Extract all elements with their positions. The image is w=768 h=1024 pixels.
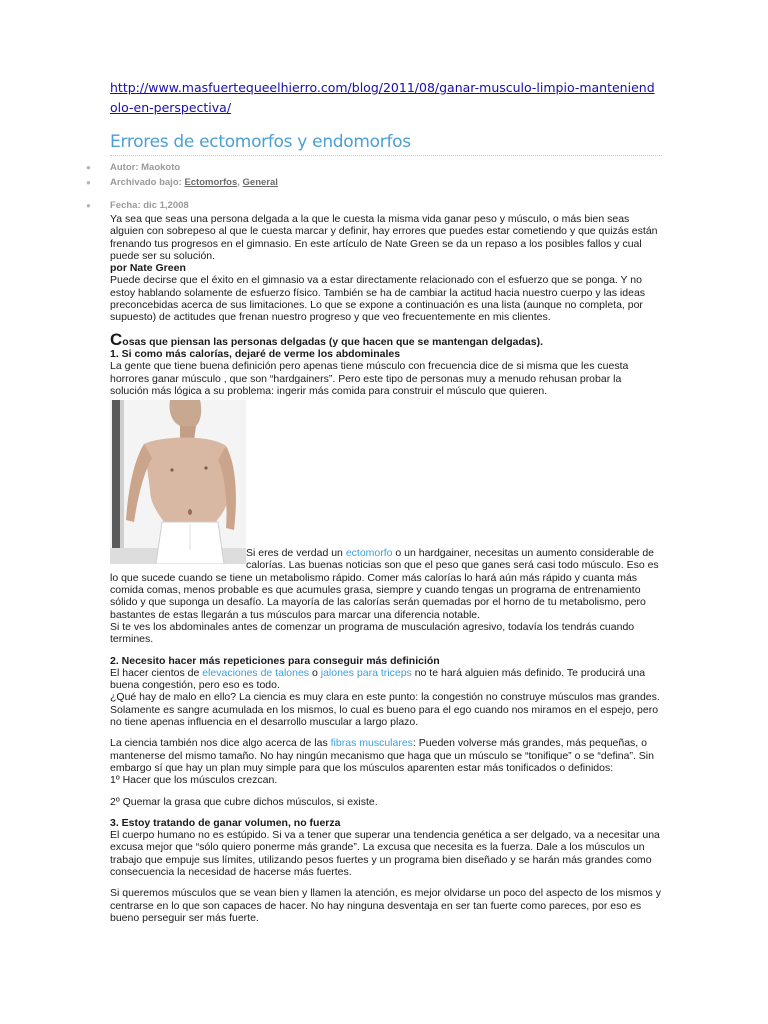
byline: por Nate Green: [110, 262, 186, 275]
section-2-paragraph-3: [110, 737, 662, 774]
s2-text-b: no te hará alguien más definido. Te producirá una buena congestión, pero eso es todo.: [110, 666, 646, 692]
p2-text-b: o un hardgainer, necesitas un aumento considerable de calorías. Las buenas noticias son que el peso que ganes será casi todo músculo. Eso es lo que sucede cuando se tiene un metabolismo rápido. Comer más calorías lo hará aún más rápido y cuanta más comida comas, menos probable es que acumules grasa, siempre y cuando tengas un programa de entrenamiento sólido y que suponga un desafío. La mayoría de las calorías serán quemadas por el horno de tu metabolismo, pero bastantes de estas llegarán a tus músculos para marcar una diferencia notable.: [110, 547, 659, 621]
intro-paragraph: Ya sea que seas una persona delgada a la que le cuesta la misma vida ganar peso y músculo, o más bien seas alguien con sobrepeso al que le cuesta marcar y definir, hay errores que puedes estar cometiendo y que quizás están frenando tus progresos en el gimnasio. En este artículo de Nate Green se da un repaso a los posibles fallos y cual puede ser su solución.: [110, 213, 658, 262]
opening-paragraph: Puede decirse que el éxito en el gimnasio va a estar directamente relacionado con el esfuerzo que se ponga. Y no estoy hablando solamente de esfuerzo físico. También se ha de cambiar la actitud hacia nuestro cuerpo y las ideas preconcebidas acerca de sus limitaciones. Lo que se expone a continuación es una lista (aunque no completa, por supuesto) de actitudes que frenan nuestro progreso y que veo frecuentemente en mis clientes.: [110, 274, 646, 324]
author-text: Autor: Maokoto: [110, 162, 181, 173]
headline-text: osas que piensan las personas delgadas (y que hacen que se mantengan delgadas).: [122, 335, 543, 348]
source-url-link[interactable]: http://www.masfuertequeelhierro.com/blog/2011/08/ganar-musculo-limpio-manteniendolo-en-perspectiva/: [110, 80, 655, 115]
link-elevaciones-de-talones[interactable]: elevaciones de talones: [202, 666, 310, 679]
meta-date: [86, 198, 662, 213]
section-3-paragraph-2: Si queremos músculos que se vean bien y llamen la atención, es mejor olvidarse un poco del aspecto de los mismos y centrarse en lo que son capaces de hacer. No hay ninguna desventaja en ser tan fuerte como pareces, por eso es bueno perseguir ser más fuerte.: [110, 887, 661, 924]
section-1-paragraph-3: Si te ves los abdominales antes de comenzar un programa de musculación agresivo, todavía los tendrás cuando termines.: [110, 620, 635, 646]
category-separator: ,: [237, 177, 243, 188]
s2-text-mid: o: [309, 666, 321, 679]
section-3-heading: 3. Estoy tratando de ganar volumen, no fuerza: [110, 816, 341, 829]
shirtless-man-photo: [110, 400, 246, 564]
meta-archived: [86, 175, 662, 190]
category-link-ectomorfos[interactable]: Ectomorfos: [184, 177, 238, 188]
photo-illustration: [110, 400, 246, 564]
list-headline: [110, 329, 662, 349]
category-link-general[interactable]: General: [242, 177, 278, 188]
section-2-heading: 2. Necesito hacer más repeticiones para conseguir más definición: [110, 654, 440, 667]
p2-text-a: Si eres de verdad un: [246, 547, 346, 560]
section-2-paragraph-2: ¿Qué hay de malo en ello? La ciencia es muy clara en este punto: la congestión no construye músculos mas grandes. Solamente es sangre acumulada en los mismos, lo cual es bueno para el ego cuando nos miramos en el espejo, pero no tiene apenas influencia en el desarrollo muscular a largo plazo.: [110, 691, 660, 729]
bullet-icon: ●: [86, 163, 91, 172]
section-3-paragraph-1: El cuerpo humano no es estúpido. Si va a tener que superar una tendencia genética a ser delgado, va a necesitar una excusa mejor que “sólo quiero ponerme más grande”. La excusa que necesita es la fuerza. Dale a los músculos un trabajo que empuje sus límites, utilizando pesos fuertes y un programa bien diseñado y se harán más grandes como consecuencia la necesidad de hacerse más fuertes.: [110, 829, 660, 878]
bullet-icon: ●: [86, 178, 91, 187]
s2-p3-text-a: La ciencia también nos dice algo acerca de las: [110, 737, 331, 750]
section-1-paragraph-1: La gente que tiene buena definición pero apenas tiene músculo con frecuencia dice de si misma que les cuesta horrores ganar músculo , que son “hardgainers”. Pero este tipo de personas muy a menudo rehusan probar la solución más lógica a su problema: ingerir más comida para construir el músculo que quieren.: [110, 360, 629, 397]
drop-cap: C: [110, 329, 123, 349]
section-2-step-2: 2º Quemar la grasa que cubre dichos músculos, si existe.: [110, 795, 378, 808]
s2-text-a: El hacer cientos de: [110, 666, 203, 679]
document-page: [86, 78, 662, 924]
section-1-heading: 1. Si como más calorías, dejaré de verme los abdominales: [110, 347, 401, 360]
link-fibras-musculares[interactable]: fibras musculares: [330, 737, 413, 750]
s2-p3-text-b: : Pueden volverse más grandes, más pequeñas, o mantenerse del mismo tamaño. No hay ningún mecanismo que haga que un músculo se “tonifique” o se “defina”. Sin embargo sí que hay un plan muy simple para que los músculos aparenten estar más tonificados o definidos:: [110, 737, 654, 774]
link-jalones-para-triceps[interactable]: jalones para triceps: [320, 666, 412, 679]
bullet-icon: ●: [86, 201, 91, 210]
post-meta-list: [86, 160, 662, 213]
archived-label: Archivado bajo:: [110, 177, 185, 188]
date-text: Fecha: dic 1,2008: [110, 200, 189, 211]
post-title: Errores de ectomorfos y endomorfos: [110, 132, 662, 156]
section-2-step-1: 1º Hacer que los músculos crezcan.: [110, 774, 278, 787]
meta-author: [86, 160, 662, 175]
section-2-paragraph-1: [110, 667, 662, 692]
link-ectomorfo[interactable]: ectomorfo: [345, 547, 393, 560]
